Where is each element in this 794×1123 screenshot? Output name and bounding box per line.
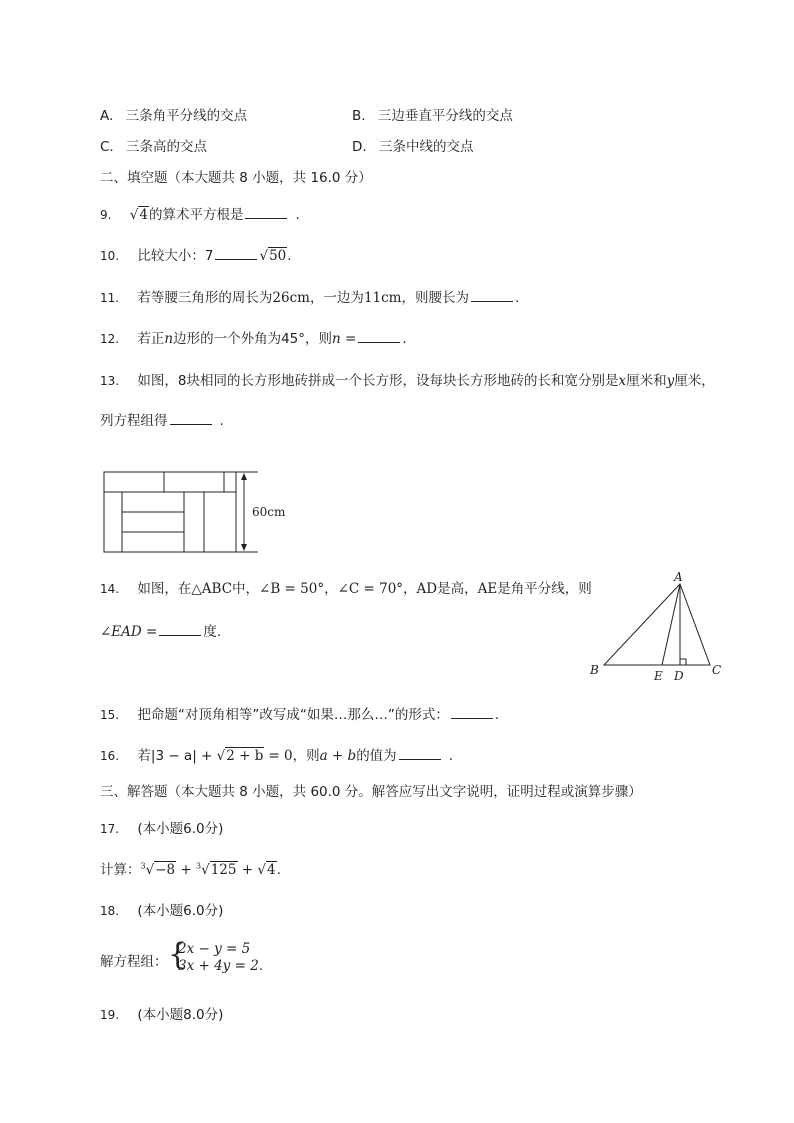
question-11 [100,286,519,306]
q16-radicand: 2 + b [226,748,264,764]
q18-label: 解方程组： [100,954,168,970]
q9-text: 的算术平方根是 [148,207,244,223]
question-13-line2 [100,409,224,429]
q15-number: 15. [100,708,120,722]
q18-score: (本小题6.0分) [137,903,224,919]
question-10: 10. 比较大小：7 √50. [100,248,292,264]
question-14 [100,577,592,597]
q19-number: 19. [100,1008,120,1022]
q11-text3: ，则腰长为 [401,290,469,306]
q16-tail: . [448,748,453,764]
fig-60cm-label: 60cm [252,505,286,519]
q12-var: n [164,331,174,347]
q13-text1: 如图，8块相同的长方形地砖拼成一个长方形，设每块长方形地砖的长和宽分别是 [137,373,619,389]
q19-score: (本小题8.0分) [137,1007,224,1023]
question-9: 9. √4的算术平方根是 . [100,207,300,223]
label-c: C [712,663,722,677]
question-18 [100,899,223,919]
q12-text1: 若正 [137,331,165,347]
q18-eq1: 2x − y = 5 [178,941,251,957]
q17-plus-1: + [180,862,192,878]
tile-figure [102,464,286,560]
option-b-label: B. [352,108,366,124]
question-19 [100,1003,223,1023]
option-d [352,135,473,155]
q15-text: 把命题“对顶角相等”改写成“如果…那么…”的形式： [137,707,449,723]
q17-expr-c: 4 [267,862,276,878]
q18-tail: . [258,958,264,974]
q18-number: 18. [100,904,120,918]
label-e: E [654,669,663,683]
q14-text: 如图，在△ABC中，∠B = 50°，∠C = 70°，AD是高，AE是角平分线，则 [137,581,592,597]
q11-blank [471,289,513,302]
q16-text2: = 0，则 [268,748,320,764]
q15-blank [451,706,493,719]
q17-label: 计算： [100,862,141,878]
label-a: A [674,570,683,584]
q13-x: x [618,373,627,389]
q18-eq2: 3x + 4y = 2 [178,958,259,974]
question-13 [100,369,715,389]
q17-index-a: 3 [140,861,146,871]
q11-text1: 若等腰三角形的周长为 [137,290,273,306]
q13-blank [170,412,212,425]
option-c-label: C. [100,139,114,155]
q18-system [100,950,168,970]
q13-line2: 列方程组得 [100,413,168,429]
option-c [100,135,207,155]
option-b [352,104,513,124]
q17-index-b: 3 [196,861,202,871]
q9-blank [245,206,287,219]
question-12 [100,327,407,347]
q10-radicand: 50 [269,248,287,264]
q17-expression: 计算：$^3$√−8 + $^3$√125 + √4. [100,861,281,878]
option-a [100,104,247,124]
q11-number: 11. [100,291,120,305]
q12-eq: n = [332,331,357,347]
q11-text2: ，一边为 [309,290,364,306]
option-d-label: D. [352,139,367,155]
option-b-text: 三边垂直平分线的交点 [377,108,513,124]
q17-expr-b: 125 [210,862,237,878]
q18-brace: { [168,937,188,972]
q16-expr: a + b [319,748,357,764]
q17-plus-2: + [241,862,254,878]
q13-number: 13. [100,374,120,388]
q14-line2b: 度. [203,624,222,640]
question-15 [100,703,499,723]
option-d-text: 三条中线的交点 [378,139,474,155]
q16-text3: 的值为 [356,748,397,764]
q10-number: 10. [100,249,120,263]
q9-radicand: 4 [139,207,148,223]
question-16: 16. 若|3 − a| + √2 + b = 0，则a + b的值为 . [100,748,453,764]
q9-number: 9. [100,208,112,222]
q13-text2: 厘米和 [626,373,667,389]
q12-number: 12. [100,332,120,346]
question-14-line2 [100,620,221,640]
q12-blank [358,330,400,343]
q17-score: (本小题6.0分) [137,821,224,837]
option-c-text: 三条高的交点 [126,139,208,155]
q15-tail: . [494,707,500,723]
q10-tail: . [287,248,292,264]
q17-number: 17. [100,822,120,836]
q16-text1: 若|3 − a| + [137,748,213,764]
q16-number: 16. [100,749,120,763]
option-a-text: 三条角平分线的交点 [125,108,248,124]
q10-blank [215,247,257,260]
q13-y: y [666,373,675,389]
section-2-heading: 二、填空题（本大题共 8 小题，共 16.0 分） [100,170,372,186]
q18-eq2-line [178,958,263,974]
q16-blank [399,747,441,760]
q10-text: 比较大小：7 [137,248,214,264]
q14-number: 14. [100,582,120,596]
q13-tail: . [219,413,224,429]
option-a-label: A. [100,108,114,124]
q13-text3: 厘米， [674,373,715,389]
q17-expr-a: −8 [155,862,176,878]
q9-tail: . [295,207,300,223]
q12-text2: 边形的一个外角为45°，则 [173,331,333,347]
q14-line2a: ∠EAD = [100,624,158,640]
q11-v1: 26cm [272,290,310,306]
q11-v2: 11cm [363,290,402,306]
section-3-heading: 三、解答题（本大题共 8 小题，共 60.0 分。解答应写出文字说明，证明过程或演算步骤） [100,784,642,800]
q17-tail: . [276,862,281,878]
triangle-figure [586,568,736,683]
label-b: B [590,663,599,677]
q12-tail: . [402,331,407,347]
question-17 [100,817,223,837]
q14-blank [159,623,201,636]
q11-tail: . [514,290,520,306]
label-d: D [674,669,684,683]
